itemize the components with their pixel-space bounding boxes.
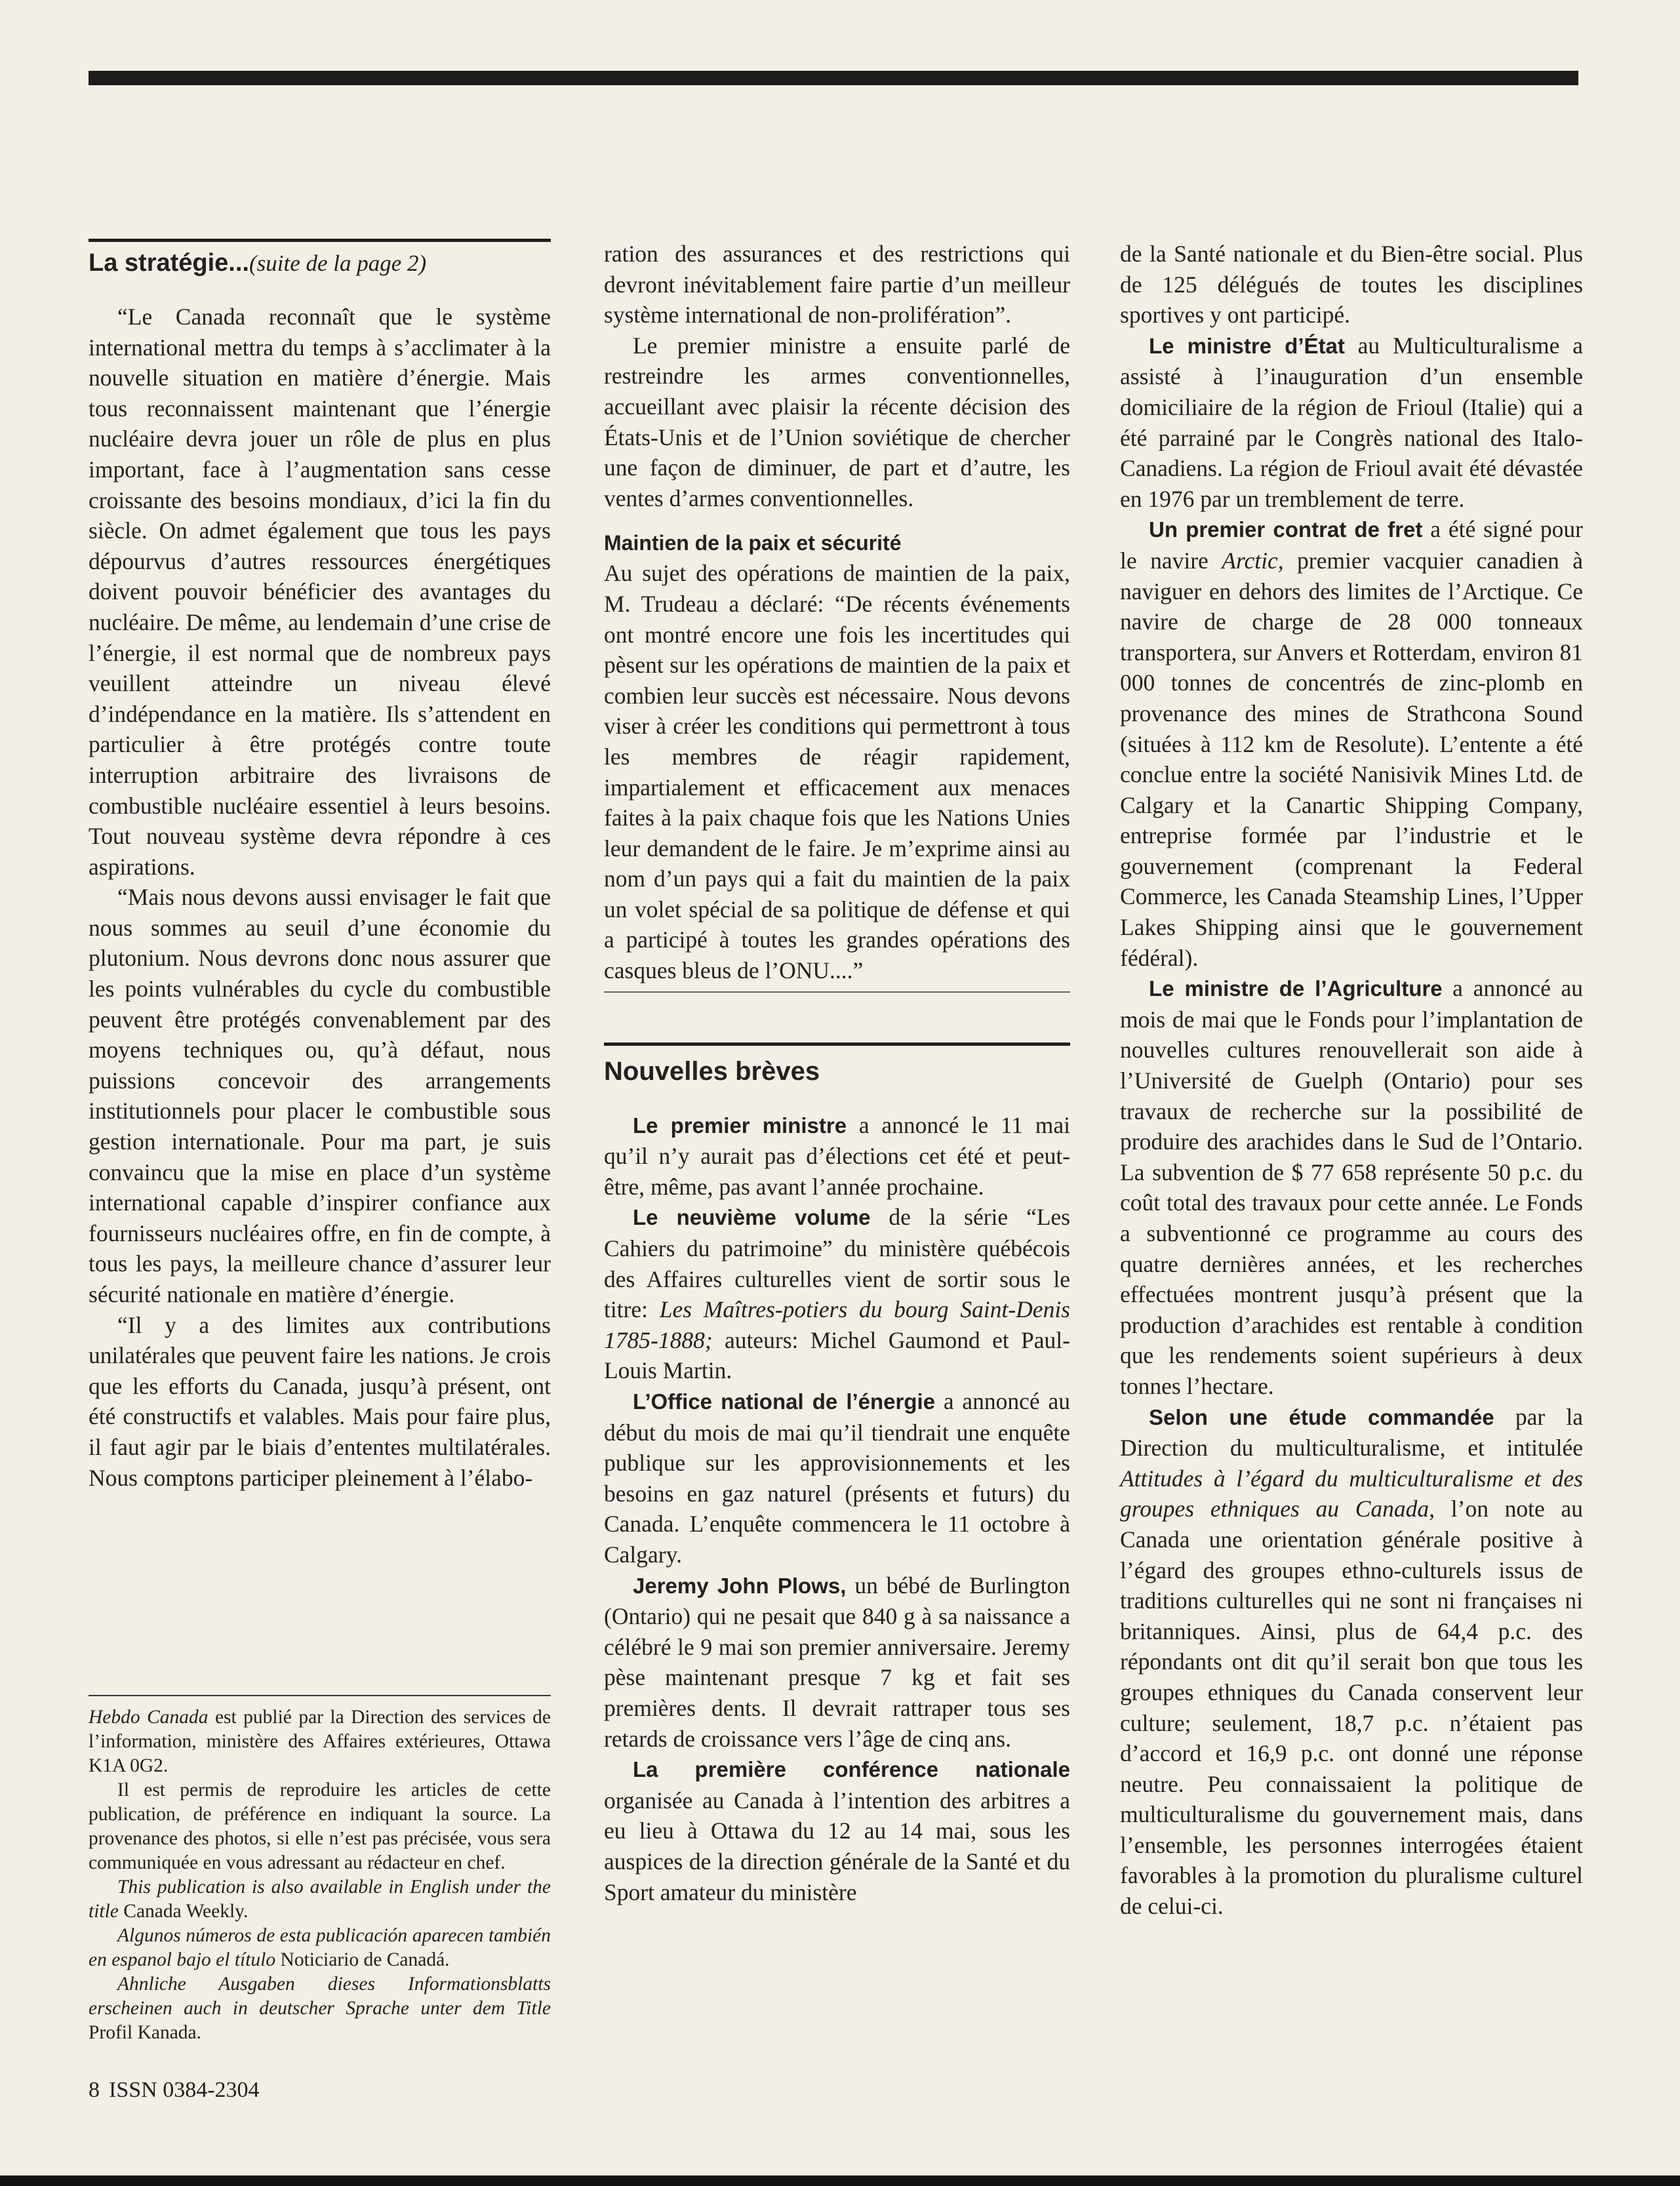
continuation-note: (suite de la page 2) [249,250,427,276]
news-brief: Selon une étude commandée par la Direction du multiculturalisme, et intitulée Attitudes à l’égard du multiculturalisme et des groupes ethniques au Canada, l’on note au Canada une orientation générale positive à l’égard des groupes ethno-culturels issus de traditions culturelles qui ne sont ni françaises ni britanniques. Ainsi, plus de 64,4 p.c. des répondants ont dit qu’il serait bon que tous les groupes ethniques du Canada conservent leur culture; seulement, 18,7 p.c. n’étaient pas d’accord et 16,9 p.c. ont donné une réponse neutre. Peu connaissaient la politique de multiculturalisme du gouvernement mais, dans l’ensemble, les personnes interrogées étaient favorables à la promotion du pluralisme culturel de celui-ci. [1120,1403,1583,1920]
colophon-german: Ahnliche Ausgaben dieses Informationsblatts erscheinen auch in deutscher Sprache unter dem Title Profil Kanada. [89,1974,551,2043]
news-brief: Le ministre d’État au Multiculturalisme a assisté à l’inauguration d’un ensemble domiciliaire de la région de Frioul (Italie) qui a été parrainé par le Congrès national des Italo-Canadiens. La région de Frioul avait été dévastée en 1976 par un tremblement de terre. [1120,332,1583,512]
article-column-1 [89,239,551,1493]
issn-number: ISSN 0384-2304 [109,2078,260,2102]
article-column-3 [1120,239,1583,1922]
article-paragraph: “Il y a des limites aux contributions unilatérales que peuvent faire les nations. Je crois que les efforts du Canada, jusqu’à présent, ont été constructifs et valables. Mais pour faire plus, il faut agir par le biais d’ententes multilatérales. Nous comptons participer pleinement à l’élabo- [89,1311,551,1491]
news-brief: La première conférence nationale organisée au Canada à l’intention des arbitres a eu lieu à Ottawa du 12 au 14 mai, sous les auspices de la direction générale de la Santé et du Sport amateur du ministère [604,1757,1070,1905]
section-heading: Nouvelles brèves [604,1043,1070,1098]
article-end-rule [604,991,1070,993]
news-brief: Le premier ministre a annoncé le 11 mai qu’il n’y aurait pas d’élections cet été et peut-être, même, pas avant l’année prochaine. [604,1111,1071,1200]
article-title: La stratégie... [89,249,249,277]
article-heading [89,239,551,279]
article-paragraph: “Mais nous devons aussi envisager le fait que nous sommes au seuil d’une économie du plutonium. Nous devrons donc nous assurer que les points vulnérables du cycle du combustible peuvent être protégés convenablement par des moyens techniques ou, qu’à défaut, nous puissions concevoir des arrangements institutionnels pour placer le combustible sous gestion internationale. Pour ma part, je suis convaincu que la mise en place d’un système international capable d’inspirer confiance aux fournisseurs nucléaires offre, en fin de compte, à tous les pays, la meilleure chance d’assurer leur sécurité nationale en matière d’énergie. [89,884,551,1307]
top-rule [89,71,1578,85]
article-paragraph: Le premier ministre a ensuite parlé de restreindre les armes conventionnelles, accueillant avec plaisir la récente décision des États-Unis et de l’Union soviétique de chercher une façon de diminuer, de part et d’autre, les ventes d’armes conventionnelles. [604,332,1070,511]
page-number: 8 [89,2078,100,2102]
colophon-english: This publication is also available in English under the title Canada Weekly. [89,1877,551,1922]
article-paragraph: ration des assurances et des restrictions qui devront inévitablement faire partie d’un meilleur système international de non-prolifération”. [604,241,1070,328]
news-brief: L’Office national de l’énergie a annoncé au début du mois de mai qu’il tiendrait une enquête publique sur les approvisionnements et les besoins en gaz naturel (présents et futurs) du Canada. L’enquête commencera le 11 octobre à Calgary. [604,1388,1070,1568]
news-brief: Jeremy John Plows, un bébé de Burlington (Ontario) qui ne pesait que 840 g à sa naissance a célébré le 9 mai son premier anniversaire. Jeremy pèse maintenant presque 7 kg et fait ses premières dents. Il devrait rattraper tous ses retards de croissance vers l’âge de cinq ans. [604,1572,1070,1752]
news-brief: Un premier contrat de fret a été signé pour le navire Arctic, premier vacquier canadien à naviguer en dehors des limites de l’Arctique. Ce navire de charge de 28 000 tonneaux transportera, sur Anvers et Rotterdam, environ 81 000 tonnes de concentrés de zinc-plomb en provenance des mines de Strathcona Sound (situées à 112 km de Resolute). L’entente a été conclue entre la société Nanisivik Mines Ltd. de Calgary et la Canartic Shipping Company, entreprise formée par l’industrie et le gouvernement (comprenant la Federal Commerce, les Canada Steamship Lines, l’Upper Lakes Shipping ainsi que le gouvernement fédéral). [1120,516,1584,971]
article-paragraph: “Le Canada reconnaît que le système international mettra du temps à s’acclimater à la nouvelle situation en matière d’énergie. Mais tous reconnaissent maintenant que l’énergie nucléaire devra jouer un rôle de plus en plus important, face à l’augmentation sans cesse croissante des besoins mondiaux, d’ici la fin du siècle. On admet également que tous les pays dépourvus d’autres ressources énergétiques doivent pouvoir bénéficier des avantages du nucléaire. De même, au lendemain d’une crise de l’énergie, il est normal que de nombreux pays veuillent atteindre un niveau élevé d’indépendance en la matière. Ils s’attendent en particulier à être protégés contre toute interruption arbitraire des livraisons de combustible nucléaire essentiel à leurs besoins. Tout nouveau système devra répondre à ces aspirations. [89,304,551,880]
colophon-publisher: Hebdo Canada est publié par la Direction des services de l’information, ministère des Affaires extérieures, Ottawa K1A 0G2. [89,1707,551,1776]
news-brief: Le neuvième volume de la série “Les Cahiers du patrimoine” du ministère québécois des Affaires culturelles vient de sortir sous le titre: Les Maîtres-potiers du bourg Saint-Denis 1785-1888; auteurs: Michel Gaumond et Paul-Louis Martin. [604,1204,1070,1384]
bottom-edge [0,2176,1680,2186]
page-footer [89,2077,260,2103]
article-paragraph: Au sujet des opérations de maintien de la paix, M. Trudeau a déclaré: “De récents événements ont montré encore une fois les incertitudes qui pèsent sur les opérations de maintien de la paix et combien leur succès est nécessaire. Nous devons viser à créer les conditions qui permettront à tous les membres de réagir rapidement, impartialement et efficacement aux menaces faites à la paix chaque fois que les Nations Unies leur demandent de le faire. Je m’exprime ainsi au nom d’un pays qui a fait du maintien de la paix un volet spécial de sa politique de défense et qui a participé à toutes les grandes opérations des casques bleus de l’ONU....” [604,560,1070,984]
colophon-spanish: Algunos números de esta publicación aparecen también en espanol bajo el título Noticiario de Canadá. [89,1925,551,1970]
colophon [89,1695,551,2045]
news-brief: Le ministre de l’Agriculture a annoncé au mois de mai que le Fonds pour l’implantation de nouvelles cultures renouvellerait son aide à l’Université de Guelph (Ontario) pour ses travaux de recherche sur la possibilité de produire des arachides dans le Sud de l’Ontario. La subvention de $ 77 658 représente 50 p.c. du coût total des travaux pour cette année. Le Fonds a subventionné ce programme au cours des quatre dernières années, et les recherches effectuées montrent jusqu’à présent que la production d’arachides est rentable à condition que les rendements soient supérieurs à deux tonnes l’hectare. [1120,975,1583,1399]
colophon-reproduction: Il est permis de reproduire les articles de cette publication, de préférence en indiquant la source. La provenance des photos, si elle n’est pas précisée, vous sera communiquée en vous adressant au rédacteur en chef. [89,1779,551,1873]
publication-name: Hebdo Canada [89,1707,209,1728]
news-brief: de la Santé nationale et du Bien-être social. Plus de 125 délégués de toutes les disciplines sportives y ont participé. [1120,241,1583,328]
subsection-heading: Maintien de la paix et sécurité [604,531,902,555]
article-column-2 [604,239,1070,1907]
